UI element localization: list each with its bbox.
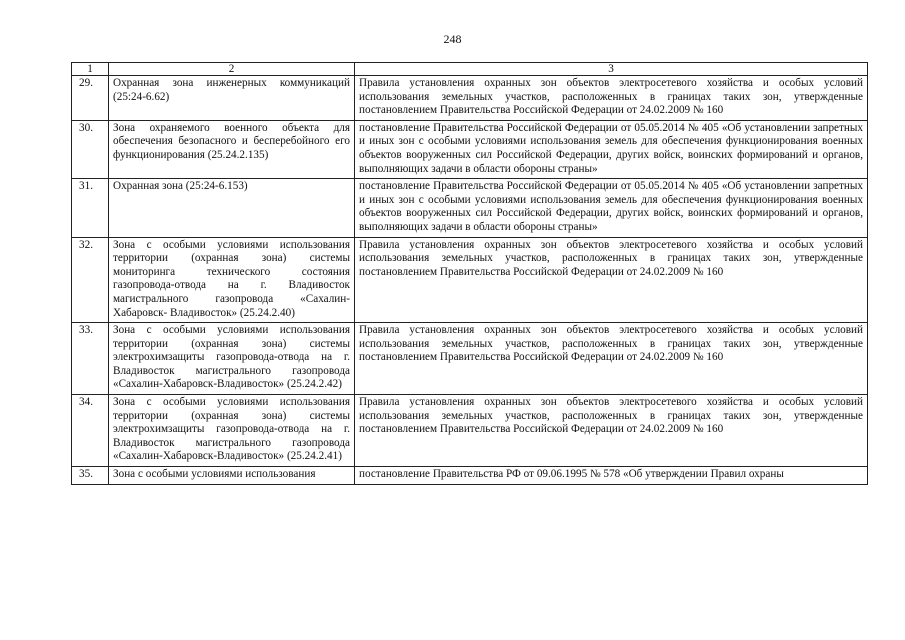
- header-col-3: 3: [355, 63, 868, 76]
- document-table: [71, 62, 868, 485]
- legal-basis: [355, 237, 868, 323]
- zone-name-text: Зона с особыми условиями использования территории (охранная зона) системы электрохимзащиты газопровода-отвода на г. Владивосток магистрального газопровода «Сахалин-Хабаровск-Владивосток» (25.24.2.41): [113, 396, 350, 463]
- header-col-1: 1: [72, 63, 109, 76]
- legal-basis: [355, 395, 868, 467]
- zone-name-text: Зона охраняемого военного объекта для обеспечения безопасного и бесперебойного его функционирования (25.24.2.135): [113, 121, 350, 161]
- table-row: [72, 467, 868, 485]
- legal-basis-text: Правила установления охранных зон объектов электросетевого хозяйства и особых условий использования земельных участков, расположенных в границах таких зон, утвержденные постановлением Правительства Российской Федерации от 24.02.2009 № 160: [359, 324, 863, 364]
- zone-name: [109, 179, 355, 237]
- zone-name: [109, 76, 355, 121]
- header-col-2: 2: [109, 63, 355, 76]
- legal-basis-text: постановление Правительства РФ от 09.06.1995 № 578 «Об утверждении Правил охраны: [359, 468, 784, 481]
- table-row: [72, 120, 868, 178]
- legal-basis-text: постановление Правительства Российской Федерации от 05.05.2014 № 405 «Об установлении запретных и иных зон с особыми условиями использования земель для обеспечения функционирования военных объектов вооруженных сил Российской Федерации, других войск, воинских формирований и органов, выполняющих задачи в области обороны страны»: [359, 180, 863, 233]
- legal-basis-text: Правила установления охранных зон объектов электросетевого хозяйства и особых условий использования земельных участков, расположенных в границах таких зон, утвержденные постановлением Правительства Российской Федерации от 24.02.2009 № 160: [359, 396, 863, 436]
- zone-name: [109, 120, 355, 178]
- row-number: 33.: [72, 323, 109, 395]
- zone-name-text: Зона с особыми условиями использования: [113, 468, 316, 481]
- legal-basis: [355, 323, 868, 395]
- table-row: [72, 323, 868, 395]
- zone-name-text: Зона с особыми условиями использования территории (охранная зона) системы электрохимзащиты газопровода-отвода на г. Владивосток магистрального газопровода «Сахалин-Хабаровск-Владивосток» (25.24.2.42): [113, 324, 350, 391]
- zone-name: [109, 395, 355, 467]
- row-number: 31.: [72, 179, 109, 237]
- table-row: [72, 395, 868, 467]
- legal-basis: [355, 179, 868, 237]
- table-row: [72, 237, 868, 323]
- zone-name: [109, 237, 355, 323]
- zone-name-text: Охранная зона (25:24-6.153): [113, 180, 248, 193]
- legal-basis: [355, 76, 868, 121]
- legal-basis-text: постановление Правительства Российской Федерации от 05.05.2014 № 405 «Об установлении запретных и иных зон с особыми условиями использования земель для обеспечения функционирования военных объектов вооруженных сил Российской Федерации, других войск, воинских формирований и органов, выполняющих задачи в области обороны страны»: [359, 121, 863, 175]
- row-number: 35.: [72, 467, 109, 485]
- zone-name-text: Зона с особыми условиями использования территории (охранная зона) системы мониторинга технического состояния газопровода-отвода на г. Владивосток магистрального газопровода «Сахалин-Хабаровск- Владивосток» (25.24.2.40): [113, 238, 350, 319]
- zone-name: [109, 323, 355, 395]
- row-number: 34.: [72, 395, 109, 467]
- table-header-row: [72, 63, 868, 76]
- row-number: 30.: [72, 120, 109, 178]
- page-number: 248: [443, 32, 462, 46]
- table-row: [72, 179, 868, 237]
- row-number: 29.: [72, 76, 109, 121]
- row-number: 32.: [72, 237, 109, 323]
- table-row: [72, 76, 868, 121]
- legal-basis: [355, 467, 868, 485]
- zone-name-text: Охранная зона инженерных коммуникаций (25:24-6.62): [113, 77, 350, 103]
- legal-basis-text: Правила установления охранных зон объектов электросетевого хозяйства и особых условий использования земельных участков, расположенных в границах таких зон, утвержденные постановлением Правительства Российской Федерации от 24.02.2009 № 160: [359, 77, 863, 117]
- legal-basis: [355, 120, 868, 178]
- legal-basis-text: Правила установления охранных зон объектов электросетевого хозяйства и особых условий использования земельных участков, расположенных в границах таких зон, утвержденные постановлением Правительства Российской Федерации от 24.02.2009 № 160: [359, 238, 863, 278]
- zone-name: [109, 467, 355, 485]
